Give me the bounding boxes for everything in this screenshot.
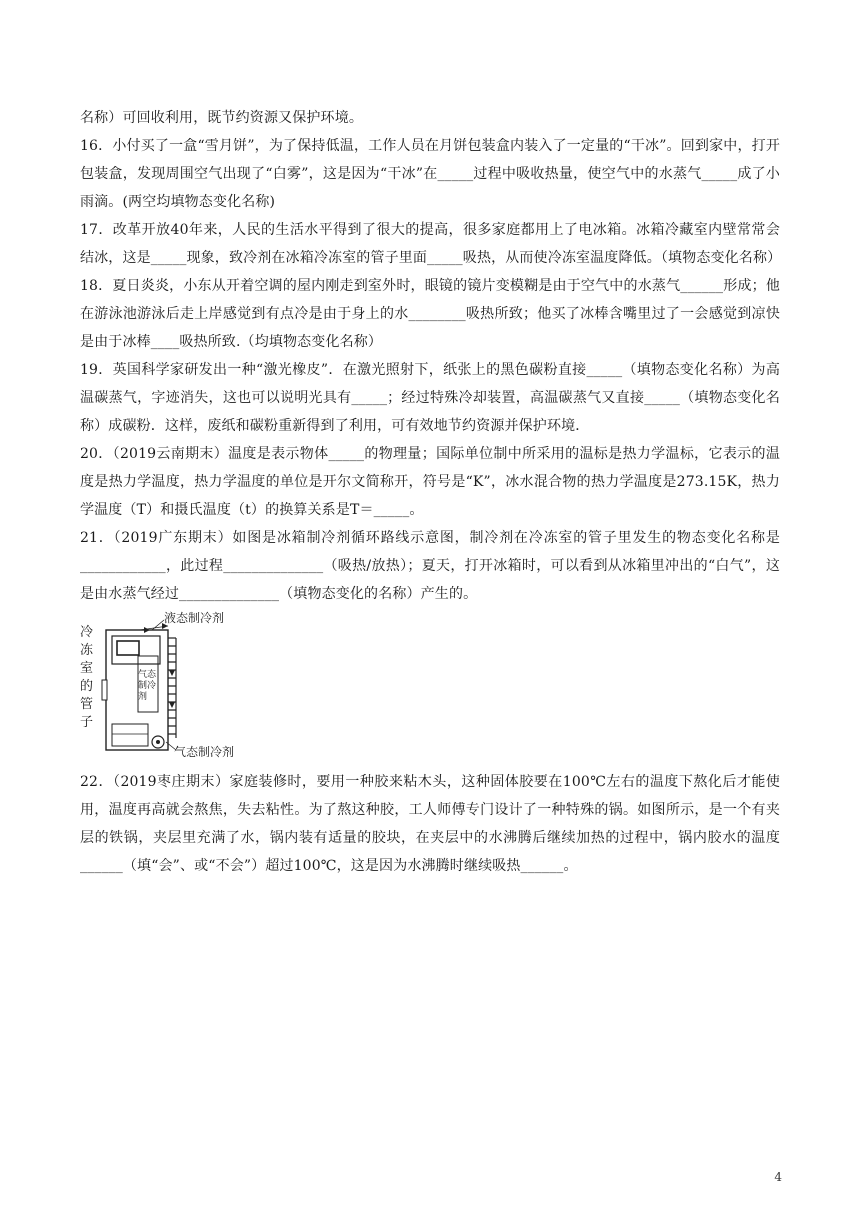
label-freezer-pipe: 冷冻室的管子 (80, 625, 94, 730)
fridge-refrigerant-diagram (80, 611, 280, 762)
label-gas-refrigerant: 气态制冷剂 (174, 745, 235, 759)
question-19: 19．英国科学家研发出一种“激光橡皮”．在激光照射下，纸张上的黑色碳粉直接_____（填物态变化名称）为高温碳蒸气，字迹消失，这也可以说明光具有_____；经过特殊冷却装置，高温碳蒸气又直接_____（填物态变化名称）成碳粉．这样，废纸和碳粉重新得到了利用，可有效地节约资源并保护环境． (80, 362, 780, 434)
question-17: 17．改革开放40年来，人民的生活水平得到了很大的提高，很多家庭都用上了电冰箱。冰箱冷藏室内壁常常会结冰，这是_____现象，致冷剂在冰箱冷冻室的管子里面_____吸热，从而使冷冻室温度降低。（填物态变化名称） (80, 222, 782, 266)
label-liquid-refrigerant: 液态制冷剂 (164, 611, 225, 625)
question-18: 18．夏日炎炎，小东从开着空调的屋内刚走到室外时，眼镜的镜片变模糊是由于空气中的水蒸气______形成；他在游泳池游泳后走上岸感觉到有点冷是由于身上的水________吸热所致；他买了冰棒含嘴里过了一会感觉到凉快是由于冰棒____吸热所致.（均填物态变化名称） (80, 278, 780, 350)
label-gas-refrigerant-inner: 气态制冷剂 (138, 670, 157, 702)
fridge-diagram-drawing (80, 616, 280, 762)
question-22: 22．（2019枣庄期末）家庭装修时，要用一种胶来粘木头，这种固体胶要在100℃左右的温度下熬化后才能使用，温度再高就会熬焦，失去粘性。为了熬这种胶，工人师傅专门设计了一种特殊的锅。如图所示，是一个有夹层的铁锅，夹层里充满了水，锅内装有适量的胶块，在夹层中的水沸腾后继续加热的过程中，锅内胶水的温度______（填“会”、或“不会”）超过100℃，这是因为水沸腾时继续吸热______。 (80, 774, 780, 874)
question-16: 16．小付买了一盒“雪月饼”，为了保持低温，工作人员在月饼包装盒内装入了一定量的“干冰”。回到家中，打开包装盒，发现周围空气出现了“白雾”，这是因为“干冰”在_____过程中吸收热量，使空气中的水蒸气_____成了小雨滴。(两空均填物态变化名称) (80, 138, 780, 210)
question-20: 20．（2019云南期末）温度是表示物体_____的物理量；国际单位制中所采用的温标是热力学温标，它表示的温度是热力学温度，热力学温度的单位是开尔文简称开，符号是“K”，冰水混合物的热力学温度是273.15K，热力学温度（T）和摄氏温度（t）的换算关系是T＝_____。 (80, 446, 780, 518)
page-content (80, 104, 780, 880)
paragraph-continuation: 名称）可回收利用，既节约资源又保护环境。 (80, 110, 363, 126)
page-number: 4 (774, 1170, 782, 1184)
question-21: 21．（2019广东期末）如图是冰箱制冷剂循环路线示意图，制冷剂在冷冻室的管子里发生的物态变化名称是____________，此过程______________（吸热/放热）；夏天，打开冰箱时，可以看到从冰箱里冲出的“白气”，这是由水蒸气经过______________（填物态变化的名称）产生的。 (80, 530, 780, 602)
